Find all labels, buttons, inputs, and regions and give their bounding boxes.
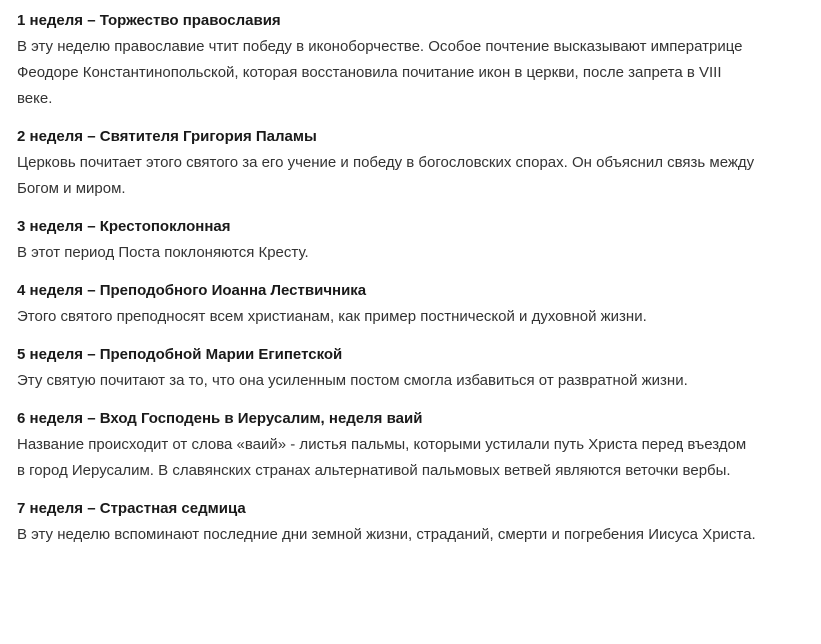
week-description: Эту святую почитают за то, что она усиленным постом смогла избавиться от развратной жизни.: [17, 372, 688, 389]
week-section-6: [17, 408, 821, 484]
week-title: 5 неделя – Преподобной Марии Египетской: [17, 346, 343, 363]
week-section-5: [17, 344, 821, 394]
week-section-2: [17, 126, 821, 202]
week-section-7: [17, 498, 821, 548]
week-section-1: [17, 10, 821, 112]
week-title: 6 неделя – Вход Господень в Иерусалим, неделя ваий: [17, 410, 423, 427]
week-description: Этого святого преподносят всем христианам, как пример постнической и духовной жизни.: [17, 308, 647, 325]
week-title: 2 неделя – Святителя Григория Паламы: [17, 128, 317, 145]
week-title: 7 неделя – Страстная седмица: [17, 500, 246, 517]
week-description: В этот период Поста поклоняются Кресту.: [17, 244, 309, 261]
week-section-4: [17, 280, 821, 330]
week-description: Название происходит от слова «ваий» - листья пальмы, которыми устилали путь Христа перед въездом в город Иерусалим. В славянских странах альтернативой пальмовых ветвей являются веточки вербы.: [17, 436, 747, 479]
week-description: Церковь почитает этого святого за его учение и победу в богословских спорах. Он объяснил связь между Богом и миром.: [17, 154, 755, 197]
week-title: 3 неделя – Крестопоклонная: [17, 218, 231, 235]
week-section-3: [17, 216, 821, 266]
week-title: 1 неделя – Торжество православия: [17, 12, 281, 29]
week-title: 4 неделя – Преподобного Иоанна Лествичника: [17, 282, 367, 299]
week-description: В эту неделю вспоминают последние дни земной жизни, страданий, смерти и погребения Иисуса Христа.: [17, 526, 756, 543]
week-description: В эту неделю православие чтит победу в иконоборчестве. Особое почтение высказывают императрице Феодоре Константинопольской, которая восстановила почитание икон в церкви, после запрета в VIII веке.: [17, 38, 743, 107]
